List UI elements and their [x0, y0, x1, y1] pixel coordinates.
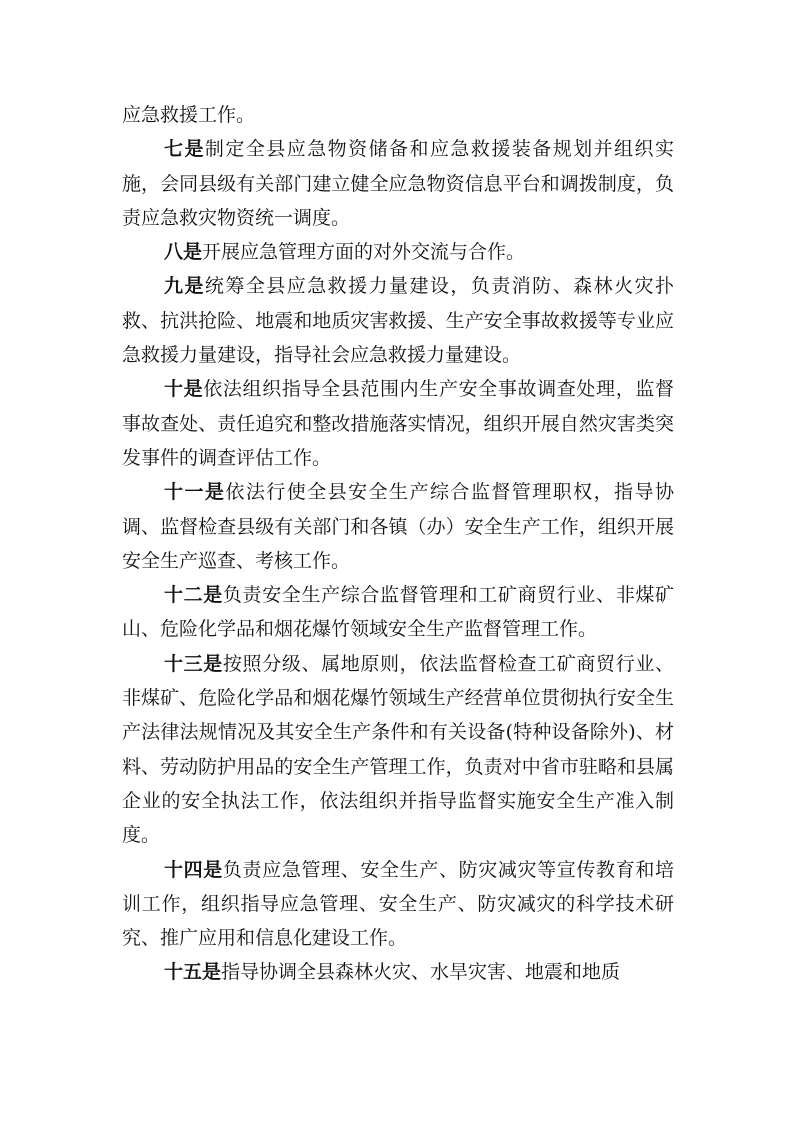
paragraph-lead: 十四是 [164, 858, 223, 881]
paragraph-lead: 七是 [164, 138, 205, 161]
paragraph [122, 475, 674, 578]
paragraph-text: 负责安全生产综合监督管理和工矿商贸行业、非煤矿山、危险化学品和烟花爆竹领域安全生产监督管理工作。 [122, 584, 674, 641]
paragraph-text: 应急救援工作。 [122, 104, 256, 126]
paragraph-lead: 十三是 [164, 652, 223, 675]
paragraph-text: 指导协调全县森林火灾、水旱灾害、地震和地质 [221, 961, 621, 984]
paragraph-lead: 十是 [164, 378, 204, 401]
paragraph [122, 269, 674, 372]
paragraph-text: 依法行使全县安全生产综合监督管理职权，指导协调、监督检查县级有关部门和各镇（办）安全生产工作，组织开展安全生产巡查、考核工作。 [122, 481, 674, 572]
paragraph-lead: 八是 [164, 241, 203, 264]
paragraph-text: 统筹全县应急救援力量建设，负责消防、森林火灾扑救、抗洪抢险、地震和地质灾害救援、生产安全事故救援等专业应急救援力量建设，指导社会应急救援力量建设。 [122, 275, 674, 367]
paragraph [122, 98, 674, 132]
paragraph-text: 负责应急管理、安全生产、防灾减灾等宣传教育和培训工作，组织指导应急管理、安全生产、防灾减灾的科学技术研究、推广应用和信息化建设工作。 [122, 858, 674, 950]
document-body [122, 98, 674, 990]
paragraph [122, 955, 674, 989]
paragraph-text: 制定全县应急物资储备和应急救援装备规划并组织实施，会同县级有关部门建立健全应急物资信息平台和调拨制度，负责应急救灾物资统一调度。 [122, 138, 674, 229]
paragraph-text: 开展应急管理方面的对外交流与合作。 [202, 241, 526, 264]
paragraph [122, 853, 674, 956]
paragraph-lead: 十二是 [164, 584, 223, 607]
paragraph-lead: 十一是 [164, 481, 226, 504]
paragraph [122, 578, 674, 647]
paragraph [122, 647, 674, 853]
paragraph [122, 132, 674, 235]
paragraph-lead: 十五是 [164, 961, 222, 984]
paragraph [122, 372, 674, 475]
paragraph [122, 235, 674, 269]
paragraph-lead: 九是 [164, 275, 205, 298]
paragraph-text: 依法组织指导全县范围内生产安全事故调查处理，监督事故查处、责任追究和整改措施落实情况，组织开展自然灾害类突发事件的调查评估工作。 [122, 378, 674, 469]
paragraph-text: 按照分级、属地原则，依法监督检查工矿商贸行业、非煤矿、危险化学品和烟花爆竹领域生产经营单位贯彻执行安全生产法律法规情况及其安全生产条件和有关设备(特种设备除外)、材料、劳动防护用品的安全生产管理工作，负责对中省市驻略和县属企业的安全执法工作，依法组织并指导监督实施安全生产准入制度。 [122, 652, 674, 847]
